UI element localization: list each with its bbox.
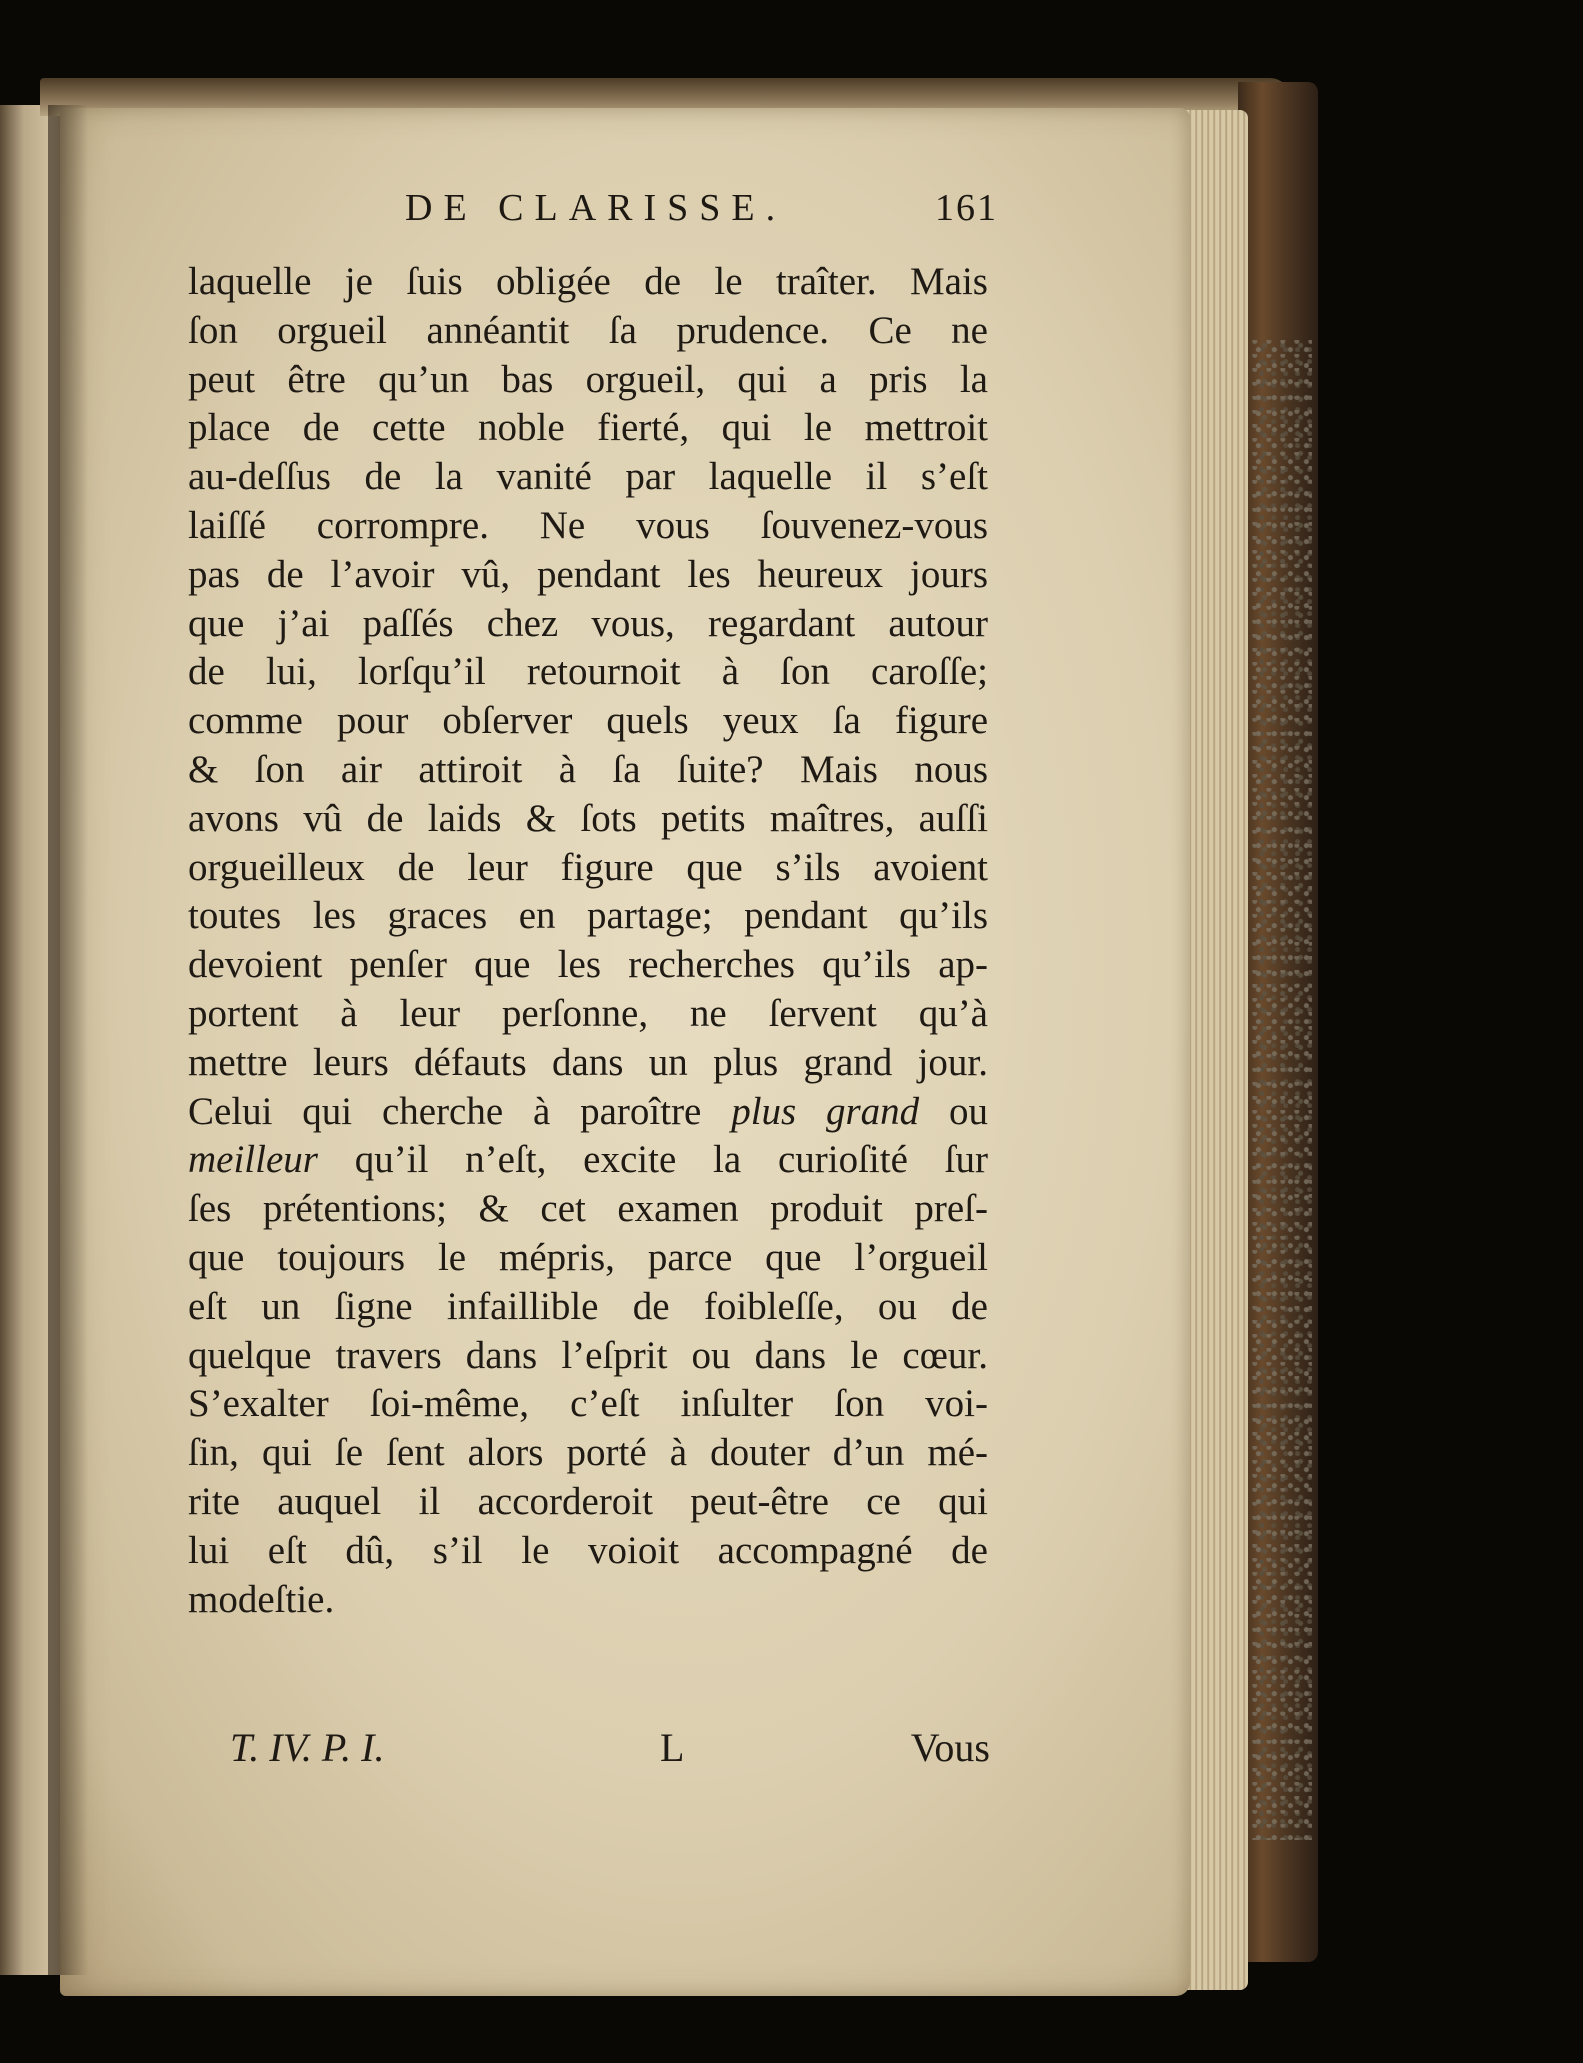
text-line: laquelle je ſuis obligée de le traîter. Mais	[188, 260, 988, 303]
text-line: modeſtie.	[188, 1577, 335, 1621]
catchword: Vous	[910, 1725, 990, 1770]
text-line: lui eſt dû, s’il le voioit accompagné de	[188, 1528, 988, 1572]
gathering-letter: L	[660, 1725, 685, 1770]
emphasis-meilleur: meilleur	[188, 1138, 318, 1182]
text-line: au-deſſus de la vanité par laquelle il s’eſt	[188, 455, 988, 499]
cover-marbling	[1252, 340, 1312, 1840]
text-line: ſin, qui ſe ſent alors porté à douter d’un mé-	[188, 1431, 988, 1475]
text-segment: Celui qui cherche à paroître	[188, 1089, 702, 1133]
signature-mark: T. IV. P. I.	[230, 1725, 385, 1770]
spine-shadow	[48, 105, 88, 1975]
text-line: ſes prétentions; & cet examen produit preſ-	[188, 1187, 988, 1231]
text-line-with-emphasis	[188, 1136, 988, 1185]
text-line: comme pour obſerver quels yeux ſa figure	[188, 699, 988, 743]
text-line: eſt un ſigne infaillible de foibleſſe, ou de	[188, 1284, 988, 1328]
running-title: DE CLARISSE.	[405, 187, 787, 229]
text-line: ſon orgueil annéantit ſa prudence. Ce ne	[188, 308, 988, 352]
text-line: devoient penſer que les recherches qu’ils ap-	[188, 943, 988, 987]
text-line: laiſſé corrompre. Ne vous ſouvenez-vous	[188, 503, 988, 547]
text-line: pas de l’avoir vû, pendant les heureux jours	[188, 552, 988, 596]
text-line: orgueilleux de leur figure que s’ils avoient	[188, 845, 988, 889]
text-line: rite auquel il accorderoit peut-être ce qui	[188, 1479, 988, 1523]
text-line: quelque travers dans l’eſprit ou dans le cœur.	[188, 1333, 988, 1377]
text-line: toutes les graces en partage; pendant qu’ils	[188, 894, 988, 938]
text-line: & ſon air attiroit à ſa ſuite? Mais nous	[188, 747, 988, 791]
text-line: que j’ai paſſés chez vous, regardant autour	[188, 601, 988, 645]
text-line: S’exalter ſoi-même, c’eſt inſulter ſon voi-	[188, 1382, 988, 1426]
page-number: 161	[935, 187, 998, 229]
page-footer	[230, 1724, 990, 1784]
text-segment: ou	[949, 1089, 988, 1133]
text-line: avons vû de laids & ſots petits maîtres, auſſi	[188, 796, 988, 840]
text-line: place de cette noble fierté, qui le mettroit	[188, 406, 988, 450]
text-line: de lui, lorſqu’il retournoit à ſon caroſſe;	[188, 650, 988, 694]
text-line: peut être qu’un bas orgueil, qui a pris la	[188, 357, 988, 401]
text-line: portent à leur perſonne, ne ſervent qu’à	[188, 991, 988, 1035]
text-line-with-emphasis	[188, 1088, 988, 1137]
text-line: que toujours le mépris, parce que l’orgueil	[188, 1235, 988, 1279]
running-head	[405, 186, 1105, 246]
body-text	[188, 258, 988, 1624]
text-segment: qu’il n’eſt, excite la curioſité ſur	[354, 1138, 988, 1182]
text-line: mettre leurs défauts dans un plus grand jour.	[188, 1040, 988, 1084]
emphasis-plus-grand: plus grand	[731, 1089, 920, 1133]
